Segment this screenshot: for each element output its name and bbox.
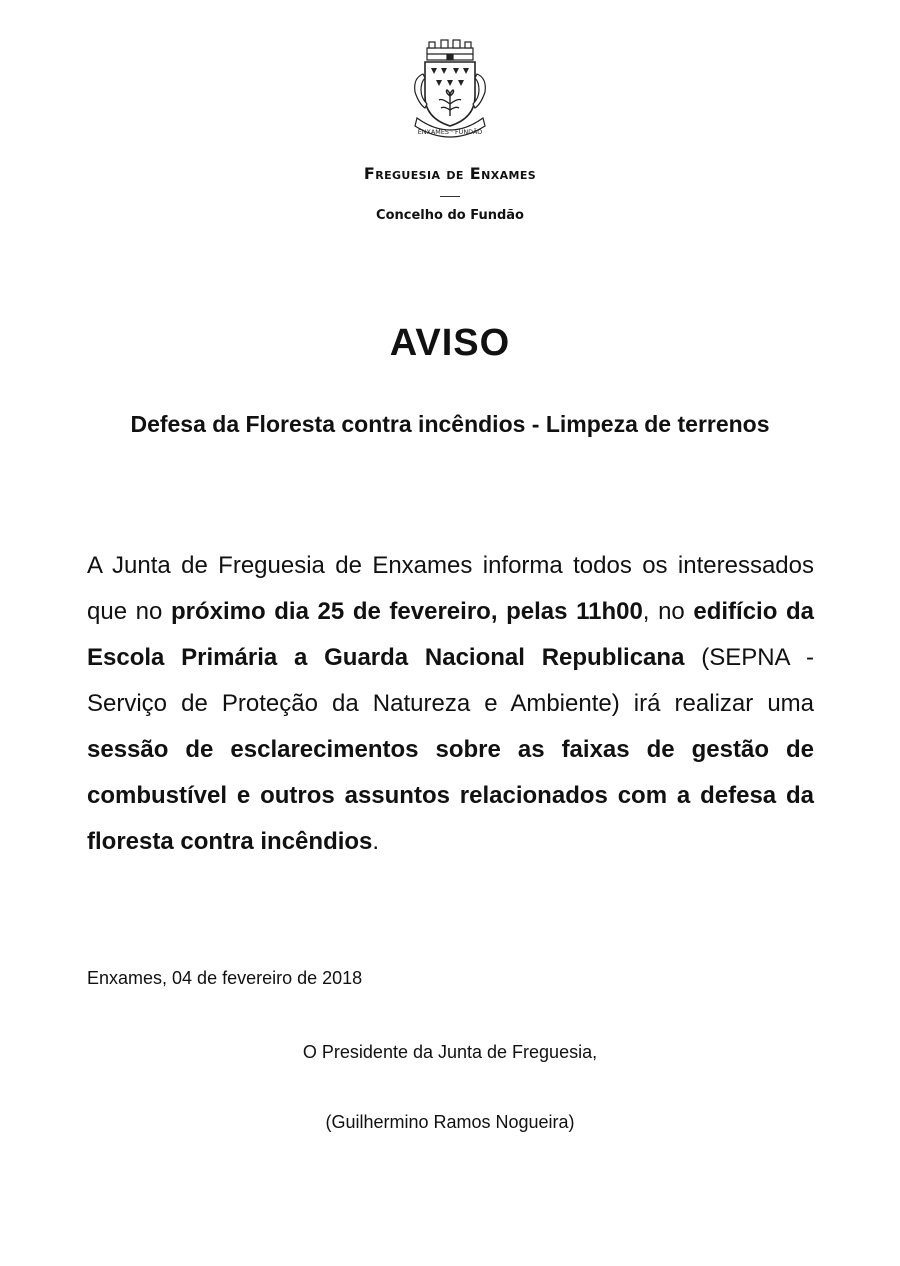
body-bold-topic: sessão de esclarecimentos sobre as faixas de gestão de combustível e outros assuntos relacionados com a defesa da floresta contra incêndios: [87, 736, 814, 855]
organization-name: Freguesia de Enxames: [363, 164, 537, 183]
closing-title: O Presidente da Junta de Freguesia,: [302, 1042, 598, 1062]
notice-body: [87, 543, 814, 865]
coat-of-arms-logo: [395, 38, 505, 146]
notice-title: AVISO: [389, 322, 511, 364]
body-text-4: .: [372, 828, 380, 855]
notice-subtitle: Defesa da Floresta contra incêndios - Limpeza de terrenos: [130, 411, 770, 437]
crest-motto: ENXAMES · FUNDÃO: [417, 128, 483, 136]
body-text-2: , no: [642, 598, 694, 625]
body-text-1: A Junta de Freguesia de Enxames informa todos os interessados que no: [87, 552, 814, 625]
body-text-3: (SEPNA - Serviço de Proteção da Natureza e Ambiente) irá realizar uma: [87, 644, 814, 717]
mural-crown-icon: [427, 40, 473, 60]
organization-subtitle: Concelho do Fundão: [376, 208, 524, 223]
header-divider: [440, 196, 460, 197]
place-and-date: Enxames, 04 de fevereiro de 2018: [87, 968, 363, 988]
signatory-name: (Guilhermino Ramos Nogueira): [325, 1112, 575, 1132]
body-bold-location: edifício da Escola Primária a Guarda Nacional Republicana: [87, 598, 814, 671]
body-bold-date: próximo dia 25 de fevereiro, pelas 11h00: [170, 598, 643, 625]
